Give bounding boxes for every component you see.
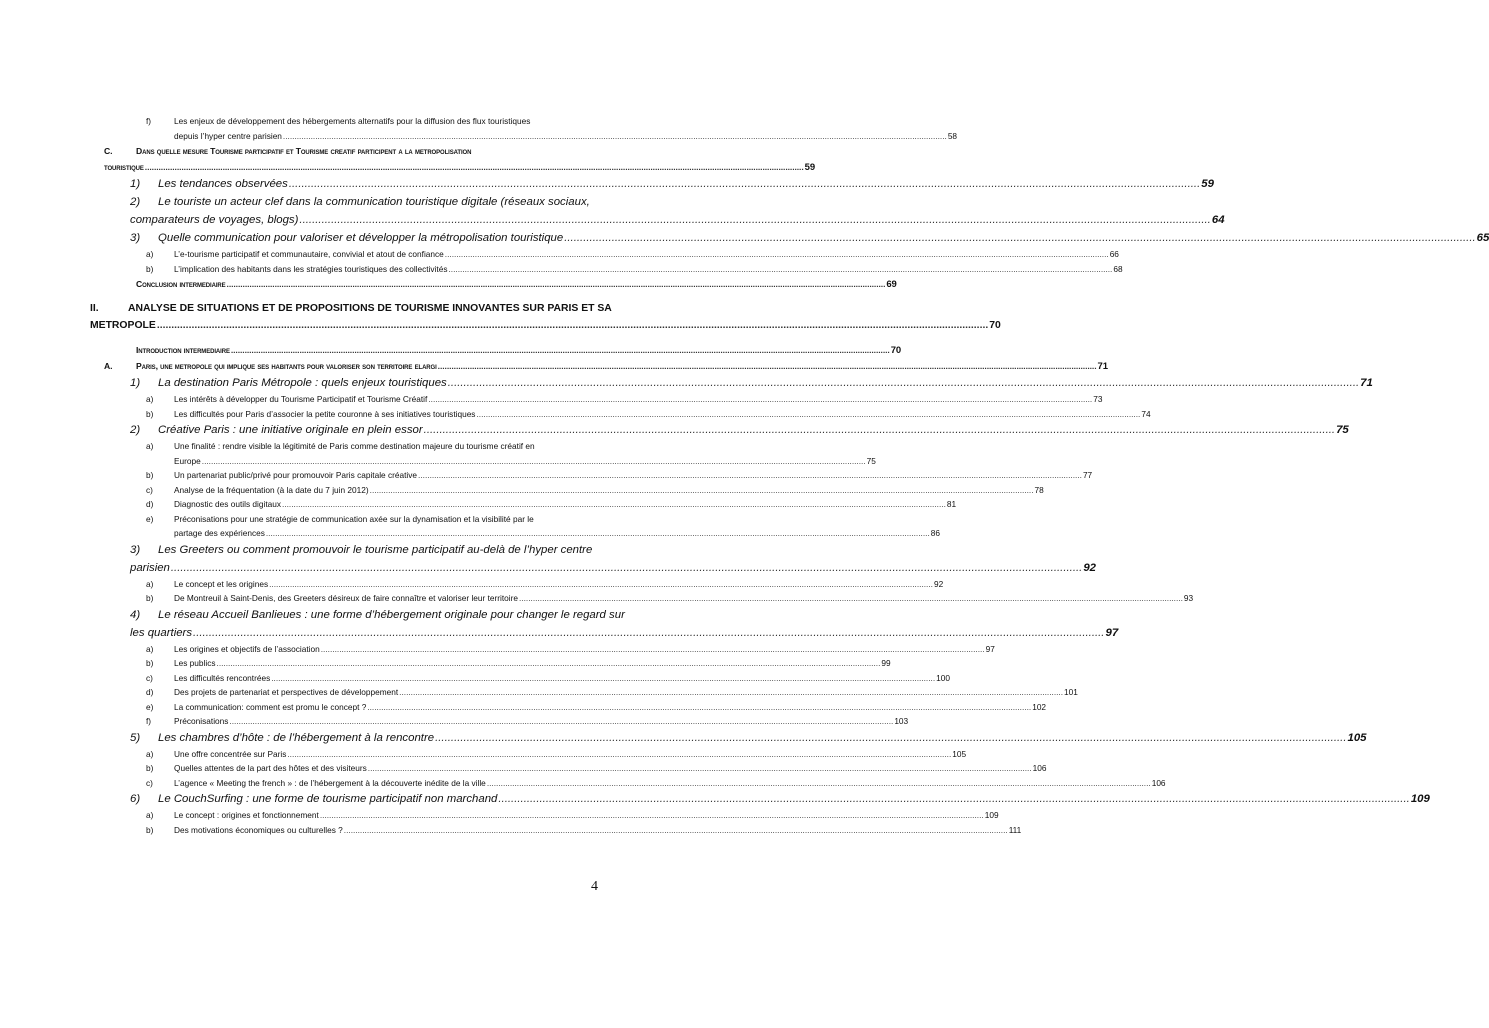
toc-entry-title-continued: partage des expériences	[174, 528, 265, 538]
toc-page-number: 75	[866, 455, 876, 466]
toc-entry-label: c)	[146, 484, 153, 495]
toc-entry-e3[interactable]	[146, 512, 602, 527]
toc-dot-leader	[145, 159, 804, 175]
toc-page-number: 97	[985, 643, 995, 654]
toc-entry-label: b)	[146, 408, 154, 419]
toc-entry-title-continued: parisien	[130, 561, 170, 574]
toc-entry-title: Les publics	[174, 658, 216, 668]
toc-entry-label: e)	[146, 513, 154, 524]
toc-dot-leader	[320, 808, 984, 823]
toc-entry-f1[interactable]	[146, 114, 602, 129]
toc-page-number: 70	[989, 320, 1001, 331]
toc-entry-n2a[interactable]	[130, 193, 602, 211]
toc-entry-label: c)	[146, 672, 153, 683]
toc-page-number: 81	[946, 499, 957, 509]
toc-page-number: 92	[933, 578, 944, 589]
toc-entry-continuation[interactable]	[130, 211, 1225, 229]
toc-dot-leader	[344, 823, 1008, 838]
toc-entry-title-continued: touristique	[104, 162, 144, 172]
toc-entry-title: Paris, une metropole qui implique ses habitants pour valoriser son territoire elargi	[136, 361, 437, 371]
toc-entry-n3a[interactable]	[130, 229, 1489, 247]
toc-dot-leader	[269, 577, 933, 592]
toc-entry-label: b)	[146, 263, 154, 274]
toc-entry-title-continued: METROPOLE	[90, 320, 156, 331]
toc-entry-a5[interactable]	[146, 642, 995, 657]
toc-entry-title: ANALYSE DE SITUATIONS ET DE PROPOSITIONS DE TOURISME INNOVANTES SUR PARIS ET SA	[128, 303, 612, 314]
toc-entry-n6[interactable]	[130, 790, 1430, 808]
toc-page-number: 105	[1347, 731, 1367, 744]
toc-entry-title: Une offre concentrée sur Paris	[174, 748, 287, 759]
toc-dot-leader	[266, 526, 930, 541]
toc-page-number: 74	[1141, 408, 1151, 419]
toc-entry-title: L’e-tourisme participatif et communautaire, convivial et atout de confiance	[174, 249, 444, 259]
toc-entry-A1[interactable]	[104, 358, 1108, 374]
toc-entry-label: 1)	[130, 377, 141, 389]
toc-page-number: 106	[1032, 763, 1047, 773]
toc-entry-label: 4)	[130, 608, 141, 621]
toc-entry-title-continued: comparateurs de voyages, blogs)	[130, 214, 299, 226]
toc-entry-label: 2)	[130, 196, 141, 208]
toc-dot-leader	[448, 374, 1359, 392]
toc-dot-leader	[435, 729, 1346, 747]
toc-entry-c5[interactable]	[146, 671, 950, 686]
toc-entry-a7[interactable]	[146, 808, 999, 823]
toc-dot-leader	[289, 175, 1200, 193]
toc-entry-II[interactable]	[90, 300, 612, 317]
toc-entry-continuation[interactable]	[130, 624, 1119, 642]
toc-page-number: 102	[1032, 701, 1047, 712]
toc-page-number: 64	[1211, 214, 1225, 226]
toc-entry-title-continued: les quartiers	[130, 626, 193, 639]
toc-dot-leader	[445, 247, 1109, 262]
toc-entry-continuation[interactable]	[146, 526, 940, 541]
toc-entry-title: Préconisations pour une stratégie de communication axée sur la dynamisation et la visibilité par le	[174, 513, 534, 524]
toc-dot-leader	[448, 262, 1112, 277]
toc-dot-leader	[321, 642, 985, 657]
toc-dot-leader	[424, 421, 1335, 439]
toc-entry-title: Des projets de partenariat et perspectives de développement	[174, 687, 399, 697]
toc-page-number: 75	[1336, 424, 1349, 436]
toc-page-number: 69	[886, 279, 897, 290]
toc-dot-leader	[438, 358, 1097, 374]
toc-entry-label: a)	[146, 441, 154, 451]
toc-entry-b1[interactable]	[146, 262, 1123, 277]
toc-entry-title: Le concept et les origines	[174, 578, 269, 589]
toc-entry-c3[interactable]	[146, 483, 1044, 498]
toc-entry-title: De Montreuil à Saint-Denis, des Greeters désireux de faire connaître et valoriser leur territoire	[174, 593, 519, 603]
toc-dot-leader	[171, 559, 1082, 577]
toc-page-number: 66	[1109, 249, 1119, 259]
toc-entry-label: 6)	[130, 793, 141, 805]
toc-entry-title: Des motivations économiques ou culturelles ?	[174, 824, 343, 835]
toc-dot-leader	[231, 342, 890, 358]
toc-spacer	[90, 334, 602, 342]
toc-dot-leader	[283, 129, 947, 144]
toc-entry-C1[interactable]	[104, 143, 602, 159]
toc-entry-title: Les difficultés pour Paris d’associer la petite couronne à ses initiatives touristiques	[174, 408, 476, 419]
toc-entry-title: L’implication des habitants dans les stratégies touristiques des collectivités	[174, 263, 448, 274]
toc-page-number: 58	[947, 130, 958, 141]
toc-page-number: 70	[890, 345, 902, 356]
toc-entry-title: Les origines et objectifs de l’association	[174, 643, 320, 654]
toc-entry-b5[interactable]	[146, 656, 891, 671]
toc-entry-label: 1)	[130, 178, 141, 190]
toc-dot-leader	[229, 714, 893, 729]
toc-dot-leader	[282, 497, 946, 512]
toc-entry-title: Le concept : origines et fonctionnement	[174, 810, 319, 820]
toc-entry-title: Créative Paris : une initiative originale en plein essor	[158, 424, 423, 436]
toc-page-number: 59	[804, 162, 816, 173]
toc-entry-title: Les intérêts à développer du Tourisme Participatif et Tourisme Créatif	[174, 394, 428, 404]
page-number: 4	[591, 879, 598, 894]
toc-entry-title: Le réseau Accueil Banlieues : une forme d’hébergement originale pour changer le regard sur	[158, 608, 625, 621]
table-of-contents	[90, 114, 1489, 837]
toc-entry-title: Introduction intermediaire	[136, 345, 230, 355]
toc-entry-cint[interactable]	[104, 276, 897, 292]
toc-page-number: 71	[1360, 377, 1373, 389]
toc-dot-leader	[287, 747, 951, 762]
toc-dot-leader	[487, 776, 1151, 791]
toc-entry-label: b)	[146, 593, 154, 603]
toc-dot-leader	[157, 317, 988, 334]
toc-dot-leader	[271, 671, 935, 686]
toc-page-number: 109	[1410, 793, 1430, 805]
toc-entry-label: II.	[90, 303, 99, 314]
toc-entry-title: Quelles attentes de la part des hôtes et des visiteurs	[174, 763, 367, 773]
toc-entry-label: a)	[146, 578, 154, 589]
toc-entry-label: A.	[104, 361, 113, 371]
toc-entry-a3[interactable]	[146, 439, 602, 454]
toc-entry-title: Les Greeters ou comment promouvoir le tourisme participatif au-delà de l’hyper centre	[158, 543, 593, 556]
toc-entry-b6[interactable]	[146, 761, 1047, 776]
toc-dot-leader	[299, 211, 1210, 229]
toc-page-number: 103	[894, 716, 909, 726]
toc-entry-label: b)	[146, 763, 154, 773]
toc-entry-label: C.	[104, 146, 113, 156]
toc-page-number: 92	[1083, 561, 1096, 574]
toc-entry-label: b)	[146, 470, 154, 480]
toc-entry-n5[interactable]	[130, 729, 1367, 747]
toc-entry-label: a)	[146, 249, 154, 259]
toc-entry-b3[interactable]	[146, 468, 1093, 483]
toc-entry-title: Le CouchSurfing : une forme de tourisme participatif non marchand	[158, 793, 498, 805]
toc-page-number: 73	[1093, 394, 1103, 404]
toc-entry-title-continued: Europe	[174, 455, 201, 466]
toc-dot-leader	[519, 591, 1183, 606]
toc-page-number: 68	[1113, 263, 1123, 274]
toc-entry-title: Diagnostic des outils digitaux	[174, 499, 281, 509]
toc-entry-label: c)	[146, 777, 153, 788]
toc-dot-leader	[202, 454, 866, 469]
toc-entry-label: 2)	[130, 424, 141, 436]
toc-page-number: 59	[1201, 178, 1214, 190]
toc-dot-leader	[428, 392, 1092, 407]
toc-entry-label: e)	[146, 701, 154, 712]
toc-entry-label: d)	[146, 687, 154, 697]
toc-dot-leader	[217, 656, 881, 671]
toc-dot-leader	[368, 761, 1032, 776]
toc-entry-b7[interactable]	[146, 823, 1022, 838]
toc-page-number: 111	[1008, 824, 1022, 835]
toc-entry-title: Quelle communication pour valoriser et développer la métropolisation touristique	[158, 232, 564, 244]
toc-dot-leader	[418, 468, 1082, 483]
toc-dot-leader	[193, 624, 1104, 642]
toc-entry-continuation[interactable]	[104, 159, 816, 175]
toc-page-number: 71	[1097, 361, 1108, 372]
toc-entry-title: Conclusion intermediaire	[136, 279, 226, 289]
toc-entry-b4[interactable]	[146, 591, 1194, 606]
toc-entry-n1a[interactable]	[130, 175, 1214, 193]
toc-entry-title: Les difficultés rencontrées	[174, 672, 271, 683]
toc-entry-title: La communication: comment est promu le concept ?	[174, 701, 367, 712]
toc-entry-label: b)	[146, 824, 154, 835]
toc-entry-n4[interactable]	[130, 606, 625, 624]
toc-entry-d3[interactable]	[146, 497, 957, 512]
toc-entry-label: a)	[146, 394, 154, 404]
toc-entry-label: 3)	[130, 232, 141, 244]
toc-dot-leader	[564, 229, 1475, 247]
toc-entry-label: a)	[146, 810, 154, 820]
toc-entry-title: Analyse de la fréquentation (à la date du 7 juin 2012)	[174, 484, 369, 495]
toc-entry-continuation[interactable]	[146, 454, 876, 469]
toc-entry-n3b[interactable]	[130, 541, 602, 559]
toc-entry-b2[interactable]	[146, 407, 1151, 422]
toc-entry-title: Le touriste un acteur clef dans la communication touristique digitale (réseaux sociaux,	[158, 196, 590, 208]
toc-entry-d5[interactable]	[146, 685, 1078, 700]
toc-entry-label: a)	[146, 748, 154, 759]
toc-page-number: 78	[1034, 484, 1044, 495]
toc-entry-label: 3)	[130, 543, 141, 556]
toc-page-number: 97	[1105, 626, 1119, 639]
toc-page-number: 93	[1183, 593, 1194, 603]
toc-entry-title: Les chambres d’hôte : de l’hébergement à la rencontre	[158, 731, 435, 744]
toc-entry-a4[interactable]	[146, 577, 944, 592]
toc-dot-leader	[476, 407, 1140, 422]
toc-entry-title: Dans quelle mesure Tourisme participatif et Tourisme creatif participent a la metropolisation	[136, 146, 472, 156]
toc-entry-n2b[interactable]	[130, 421, 1349, 439]
toc-entry-iint[interactable]	[104, 342, 902, 358]
toc-entry-f5[interactable]	[146, 714, 909, 729]
toc-entry-c6[interactable]	[146, 776, 1166, 791]
toc-dot-leader	[367, 700, 1031, 715]
toc-entry-a1[interactable]	[146, 247, 1119, 262]
toc-dot-leader	[227, 276, 886, 292]
toc-entry-label: d)	[146, 499, 154, 509]
toc-entry-a2[interactable]	[146, 392, 1103, 407]
toc-entry-title: Une finalité : rendre visible la légitimité de Paris comme destination majeure du tourisme créatif en	[174, 441, 535, 451]
toc-entry-continuation[interactable]	[90, 317, 1001, 334]
toc-entry-title: Les tendances observées	[158, 178, 288, 190]
toc-entry-title: L’agence « Meeting the french » : de l’hébergement à la découverte inédite de la ville	[174, 777, 486, 788]
toc-entry-label: a)	[146, 643, 154, 654]
toc-dot-leader	[498, 790, 1409, 808]
toc-page-number: 105	[952, 748, 967, 759]
toc-page-number: 101	[1064, 687, 1078, 697]
toc-page-number: 86	[930, 528, 940, 538]
toc-entry-title: Préconisations	[174, 716, 229, 726]
toc-entry-title: Un partenariat public/privé pour promouvoir Paris capitale créative	[174, 470, 418, 480]
toc-page-number: 65	[1476, 232, 1489, 244]
toc-entry-e5[interactable]	[146, 700, 1047, 715]
toc-page-number: 77	[1082, 470, 1093, 480]
toc-entry-label: f)	[146, 716, 152, 726]
toc-entry-n1b[interactable]	[130, 374, 1373, 392]
toc-entry-continuation[interactable]	[146, 129, 958, 144]
toc-entry-title: Les enjeux de développement des hébergements alternatifs pour la diffusion des flux touristiques	[174, 116, 531, 126]
toc-page-number: 106	[1151, 777, 1166, 788]
toc-entry-a6[interactable]	[146, 747, 967, 762]
toc-entry-title-continued: depuis l’hyper centre parisien	[174, 130, 282, 141]
toc-page-number: 99	[881, 658, 891, 668]
toc-entry-continuation[interactable]	[130, 559, 1096, 577]
toc-spacer	[90, 292, 602, 300]
toc-entry-label: f)	[146, 116, 152, 126]
toc-dot-leader	[399, 685, 1063, 700]
toc-page-number: 100	[936, 672, 950, 683]
toc-entry-title: La destination Paris Métropole : quels enjeux touristiques	[158, 377, 447, 389]
toc-page-number: 109	[984, 810, 999, 820]
toc-entry-label: b)	[146, 658, 154, 668]
toc-entry-label: 5)	[130, 731, 141, 744]
toc-dot-leader	[370, 483, 1034, 498]
